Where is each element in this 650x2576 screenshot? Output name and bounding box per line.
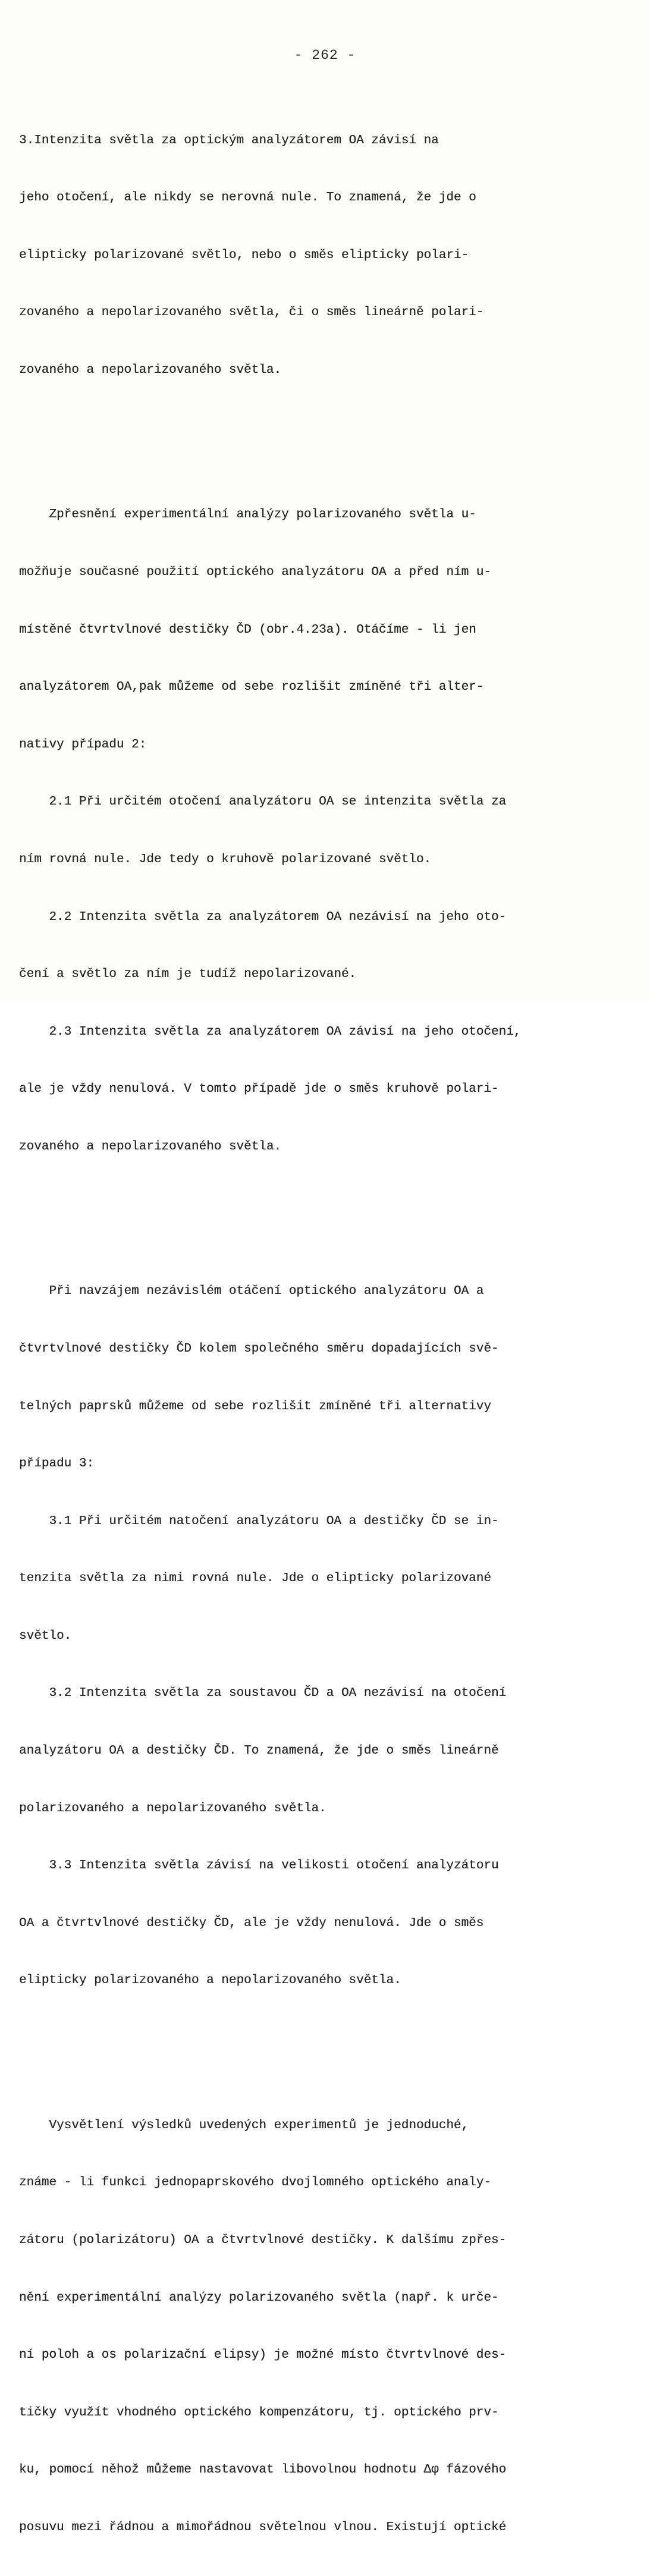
text-line: elipticky polarizovaného a nepolarizovaného světla. bbox=[19, 1974, 401, 1988]
text-line: elipticky polarizované světlo, nebo o směs elipticky polari- bbox=[19, 248, 469, 262]
page-number: - 262 - bbox=[294, 48, 356, 63]
text-line: nativy případu 2: bbox=[19, 737, 147, 752]
text-line: jeho otočení, ale nikdy se nerovná nule. To znamená, že jde o bbox=[19, 191, 476, 205]
text-line: tičky využít vhodného optického kompenzátoru, tj. optického prv- bbox=[19, 2405, 499, 2420]
text-line: analyzátorem OA,pak můžeme od sebe rozlišit zmíněné tři alter- bbox=[19, 680, 484, 695]
text-line: čení a světlo za ním je tudíž nepolarizované. bbox=[19, 967, 357, 982]
text-line: známe - li funkci jednopaprskového dvojlomného optického analy- bbox=[19, 2176, 491, 2190]
text-line: případu 3: bbox=[19, 1457, 95, 1471]
text-line: analyzátoru OA a destičky ČD. To znamená, že jde o směs lineárně bbox=[19, 1744, 499, 1758]
text-line: 2.1 Při určitém otočení analyzátoru OA se intenzita světla za bbox=[19, 795, 507, 809]
text-line: 2.2 Intenzita světla za analyzátorem OA nezávisí na jeho oto- bbox=[19, 910, 507, 924]
text-line: telných paprsků můžeme od sebe rozlišit zmíněné tři alternativy bbox=[19, 1399, 491, 1413]
text-line: zovaného a nepolarizovaného světla, či o směs lineárně polari- bbox=[19, 306, 484, 320]
text-line: nění experimentální analýzy polarizovaného světla (např. k urče- bbox=[19, 2291, 499, 2305]
text-line: čtvrtvlnové destičky ČD kolem společného směru dopadajících svě- bbox=[19, 1342, 499, 1356]
paragraph-gap bbox=[19, 419, 638, 429]
text-line: zovaného a nepolarizovaného světla. bbox=[19, 1139, 282, 1154]
body-text bbox=[19, 74, 638, 2576]
text-line: 3.Intenzita světla za optickým analyzátorem OA závisí na bbox=[19, 133, 439, 147]
text-line: tenzita světla za nimi rovná nule. Jde o elipticky polarizované bbox=[19, 1572, 491, 1586]
text-line: 3.1 Při určitém natočení analyzátoru OA a destičky ČD se in- bbox=[19, 1514, 499, 1528]
text-line: ní poloh a os polarizační elipsy) je možné místo čtvrtvlnové des- bbox=[19, 2348, 507, 2363]
text-line: místěné čtvrtvlnové destičky ČD (obr.4.23a). Otáčíme - li jen bbox=[19, 623, 476, 637]
text-line: 2.3 Intenzita světla za analyzátorem OA závisí na jeho otočení, bbox=[19, 1025, 522, 1039]
text-line: OA a čtvrtvlnové destičky ČD, ale je vždy nenulová. Jde o směs bbox=[19, 1916, 484, 1930]
text-line: ale je vždy nenulová. V tomto případě jde o směs kruhově polari- bbox=[19, 1082, 499, 1097]
text-line: světlo. bbox=[19, 1629, 72, 1643]
text-line: zátoru (polarizátoru) OA a čtvrtvlnové destičky. K dalšímu zpřes- bbox=[19, 2233, 507, 2248]
text-line: ku, pomocí něhož můžeme nastavovat libovolnou hodnotu Δφ fázového bbox=[19, 2463, 507, 2477]
text-line: Zpřesnění experimentální analýzy polarizovaného světla u- bbox=[19, 508, 476, 522]
text-line: ním rovná nule. Jde tedy o kruhově polarizované světlo. bbox=[19, 852, 432, 866]
text-line: polarizovaného a nepolarizovaného světla. bbox=[19, 1801, 326, 1815]
text-line: posuvu mezi řádnou a mimořádnou světelnou vlnou. Existují optické bbox=[19, 2521, 507, 2535]
text-line: Vysvětlení výsledků uvedených experimentů je jednoduché, bbox=[19, 2118, 469, 2132]
text-line: 3.2 Intenzita světla za soustavou ČD a OA nezávisí na otočení bbox=[19, 1686, 507, 1701]
text-line: možňuje současné použití optického analyzátoru OA a před ním u- bbox=[19, 565, 491, 579]
text-line: 3.3 Intenzita světla závisí na velikosti otočení analyzátoru bbox=[19, 1859, 499, 1873]
paragraph-gap bbox=[19, 2029, 638, 2040]
text-line: Při navzájem nezávislém otáčení optického analyzátoru OA a bbox=[19, 1284, 484, 1299]
text-line: zovaného a nepolarizovaného světla. bbox=[19, 363, 282, 377]
paragraph-gap bbox=[19, 1195, 638, 1206]
